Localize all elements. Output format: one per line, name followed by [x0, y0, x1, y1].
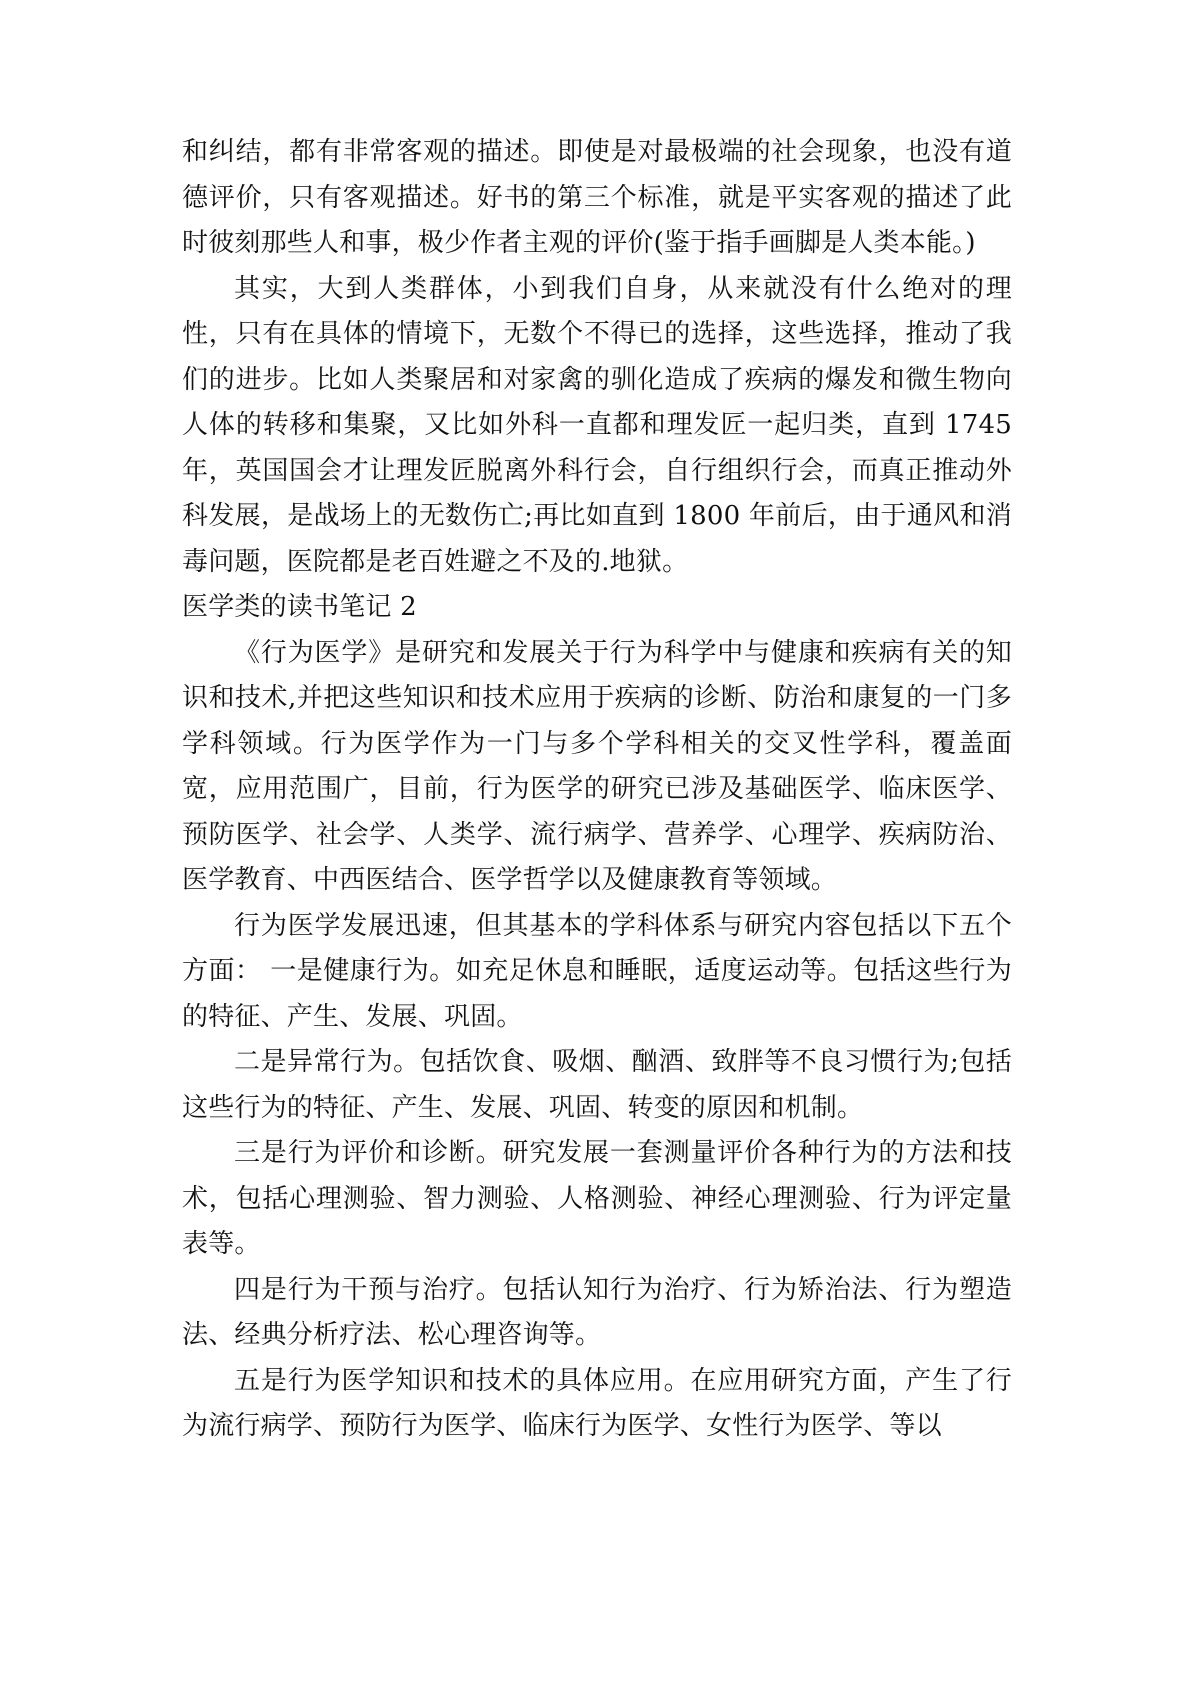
paragraph-5: 二是异常行为。包括饮食、吸烟、酗酒、致胖等不良习惯行为;包括这些行为的特征、产生、发展、巩固、转变的原因和机制。 — [182, 1047, 1012, 1123]
paragraph-8: 五是行为医学知识和技术的具体应用。在应用研究方面，产生了行为流行病学、预防行为医学、临床行为医学、女性行为医学、等以 — [182, 1365, 1012, 1441]
paragraph-1: 和纠结，都有非常客观的描述。即使是对最极端的社会现象，也没有道德评价，只有客观描述。好书的第三个标准，就是平实客观的描述了此时彼刻那些人和事，极少作者主观的评价(鉴于指手画脚是人类本能。) — [182, 137, 1012, 258]
paragraph-4: 行为医学发展迅速，但其基本的学科体系与研究内容包括以下五个方面： 一是健康行为。如充足休息和睡眠，适度运动等。包括这些行为的特征、产生、发展、巩固。 — [182, 910, 1012, 1032]
paragraph-3: 《行为医学》是研究和发展关于行为科学中与健康和疾病有关的知识和技术,并把这些知识和技术应用于疾病的诊断、防治和康复的一门多学科领域。行为医学作为一门与多个学科相关的交叉性学科，覆盖面宽，应用范围广，目前，行为医学的研究已涉及基础医学、临床医学、预防医学、社会学、人类学、流行病学、营养学、心理学、疾病防治、医学教育、中西医结合、医学哲学以及健康教育等领域。 — [182, 637, 1012, 895]
paragraph-7: 四是行为干预与治疗。包括认知行为治疗、行为矫治法、行为塑造法、经典分析疗法、松心理咨询等。 — [182, 1274, 1012, 1350]
paragraph-6: 三是行为评价和诊断。研究发展一套测量评价各种行为的方法和技术，包括心理测验、智力测验、人格测验、神经心理测验、行为评定量表等。 — [182, 1138, 1012, 1259]
document-body — [182, 130, 1012, 1450]
section-heading: 医学类的读书笔记 2 — [182, 592, 417, 622]
paragraph-2: 其实，大到人类群体，小到我们自身，从来就没有什么绝对的理性，只有在具体的情境下，无数个不得已的选择，这些选择，推动了我们的进步。比如人类聚居和对家禽的驯化造成了疾病的爆发和微生物向人体的转移和集聚，又比如外科一直都和理发匠一起归类，直到 1745 年，英国国会才让理发匠脱离外科行会，自行组织行会，而真正推动外科发展，是战场上的无数伤亡;再比如直到 1800 年前后，由于通风和消毒问题，医院都是老百姓避之不及的.地狱。 — [182, 273, 1012, 577]
